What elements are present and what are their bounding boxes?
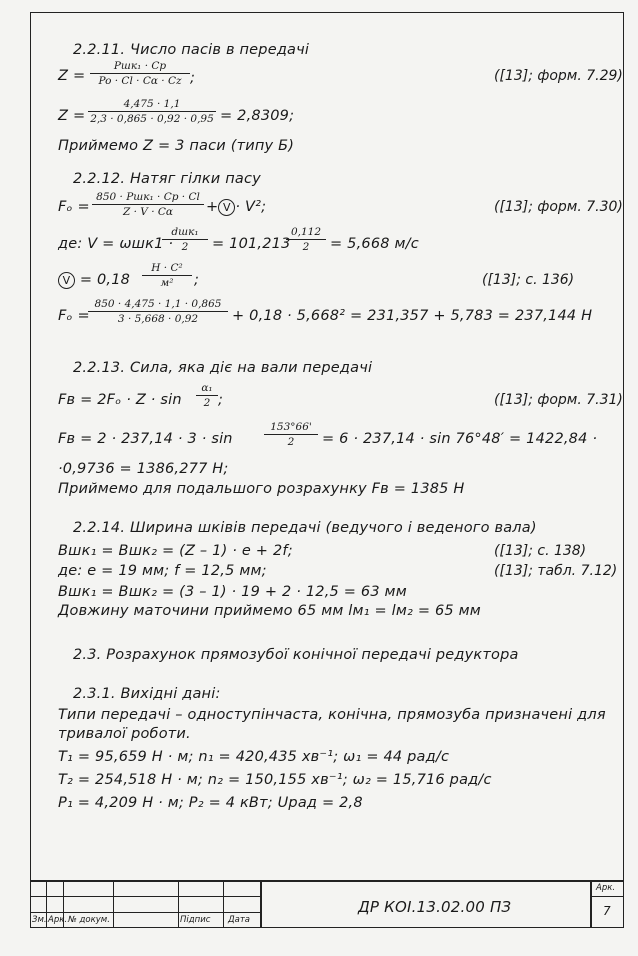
power-line: P₁ = 4,209 Н · м; P₂ = 4 кВт; Uрад = 2,8 (58, 795, 363, 811)
formula-z2-lhs: Z = (58, 108, 86, 124)
body-line: тривалої роботи. (58, 726, 191, 742)
width-params: де: e = 19 мм; f = 12,5 мм; (58, 563, 267, 579)
v-circled-symbol: V (218, 199, 235, 216)
fraction-numerator: 850 · Pшк₁ · Cp · Cl (92, 191, 204, 205)
width-result: Вшк₁ = Вшк₂ = (3 – 1) · 19 + 2 · 12,5 = 63 мм (58, 584, 407, 600)
formula-fb2-fraction (264, 421, 318, 448)
section-heading-2-3: 2.3. Розрахунок прямозубої конічної передачі редуктора (73, 647, 519, 663)
title-block (30, 880, 624, 928)
formula-tail: ; (218, 392, 224, 408)
section-heading-2-3-1: 2.3.1. Вихідні дані: (73, 686, 221, 702)
formula-fb2-lhs: Fв = 2 · 237,14 · 3 · sin (58, 431, 233, 447)
hub-length: Довжину маточини приймемо 65 мм lм₁ = lм₂ = 65 мм (58, 603, 481, 619)
fraction-numerator: 0,112 (286, 226, 326, 240)
reference: ([13]; форм. 7.30) (494, 199, 623, 215)
sheet-number: 7 (603, 904, 611, 918)
formula-v-lhs: де: V = ωшк1 · (58, 236, 174, 252)
accept-line: Приймемо для подальшого розрахунку Fв = 1385 Н (58, 481, 465, 497)
stamp-sheet-label: Арк. (596, 883, 616, 893)
formula-fo-tail (206, 199, 266, 216)
torque-line-2: T₂ = 254,518 Н · м; n₂ = 150,155 хв⁻¹; ω₂ = 15,716 рад/с (58, 772, 492, 788)
formula-fo2-fraction (88, 298, 228, 325)
fraction-denominator: 2,3 · 0,865 · 0,92 · 0,95 (90, 113, 214, 125)
stamp-label-sheet: Арк. (48, 915, 68, 925)
section-heading-2-2-11: 2.2.11. Число пасів в передачі (73, 42, 310, 58)
formula-fo2-lhs: Fₒ = (58, 308, 90, 324)
fraction-numerator: Pшк₁ · Cp (90, 60, 190, 74)
formula-fb-fraction (196, 382, 218, 409)
formula-v-mid: = 101,213 (212, 236, 291, 252)
body-line: Типи передачі – одноступінчаста, конічна, прямозуба призначені для (58, 707, 606, 723)
stamp-label-docnum: № докум. (68, 915, 110, 925)
formula-z2-result: = 2,8309; (220, 108, 295, 124)
formula-fo-lhs: Fₒ = (58, 199, 90, 215)
fraction-numerator: dшк₁ (162, 226, 208, 240)
stamp-label-signature: Підпис (180, 915, 211, 925)
fraction-denominator: Z · V · Cα (122, 206, 174, 218)
section-heading-2-2-12: 2.2.12. Натяг гілки пасу (73, 171, 261, 187)
formula-fb3: ·0,9736 = 1386,277 Н; (58, 461, 229, 477)
formula-fo-tail2: · V²; (235, 199, 267, 215)
formula-tail: ; (190, 70, 196, 86)
formula-z-lhs: Z = (58, 68, 86, 84)
fraction-denominator: 2 (203, 397, 211, 409)
formula-fo-fraction (92, 191, 204, 218)
reference: ([13]; форм. 7.29) (494, 68, 623, 84)
document-code: ДР КОІ.13.02.00 ПЗ (358, 898, 512, 916)
reference: ([13]; с. 138) (494, 543, 587, 559)
formula-z-fraction (90, 60, 190, 87)
torque-line-1: T₁ = 95,659 Н · м; n₁ = 420,435 хв⁻¹; ω₁ = 44 рад/с (58, 749, 450, 765)
fraction-numerator: 4,475 · 1,1 (88, 98, 216, 112)
formula-fo2-result: + 0,18 · 5,668² = 231,357 + 5,783 = 237,144 Н (232, 308, 593, 324)
reference: ([13]; табл. 7.12) (494, 563, 618, 579)
formula-vcoef-lhs: = 0,18 (79, 272, 131, 288)
section-heading-2-2-14: 2.2.14. Ширина шківів передачі (ведучого і веденого вала) (73, 520, 537, 536)
v-circled-symbol: V (58, 272, 75, 289)
formula-v-fraction1 (162, 226, 208, 253)
reference: ([13]; форм. 7.31) (494, 392, 623, 408)
fraction-denominator: 3 · 5,668 · 0,92 (117, 313, 199, 325)
plus-sign: + (206, 199, 219, 215)
fraction-denominator: 2 (287, 436, 295, 448)
formula-z2-fraction (88, 98, 216, 125)
fraction-numerator: 153°66' (264, 421, 318, 435)
formula-v-result: = 5,668 м/с (330, 236, 419, 252)
formula-v-fraction2 (286, 226, 326, 253)
stamp-label-change: Зм. (32, 915, 47, 925)
formula-tail: ; (194, 272, 200, 288)
fraction-numerator: α₁ (196, 382, 218, 396)
section-heading-2-2-13: 2.2.13. Сила, яка діє на вали передачі (73, 360, 373, 376)
fraction-denominator: м² (160, 277, 174, 289)
width-formula: Вшк₁ = Вшк₂ = (Z – 1) · e + 2f; (58, 543, 293, 559)
reference: ([13]; с. 136) (482, 272, 575, 288)
fraction-numerator: H · C² (142, 262, 192, 276)
stamp-label-date: Дата (228, 915, 251, 925)
formula-fb-lhs: Fв = 2Fₒ · Z · sin (58, 392, 182, 408)
formula-vcoef (58, 272, 130, 289)
accept-line: Приймемо Z = 3 паси (типу Б) (58, 138, 295, 154)
fraction-denominator: 2 (181, 241, 189, 253)
fraction-denominator: Po · Cl · Cα · Cz (98, 75, 182, 87)
formula-vcoef-fraction (142, 262, 192, 289)
formula-fb2-result: = 6 · 237,14 · sin 76°48′ = 1422,84 · (322, 431, 598, 447)
fraction-denominator: 2 (302, 241, 310, 253)
fraction-numerator: 850 · 4,475 · 1,1 · 0,865 (88, 298, 228, 312)
